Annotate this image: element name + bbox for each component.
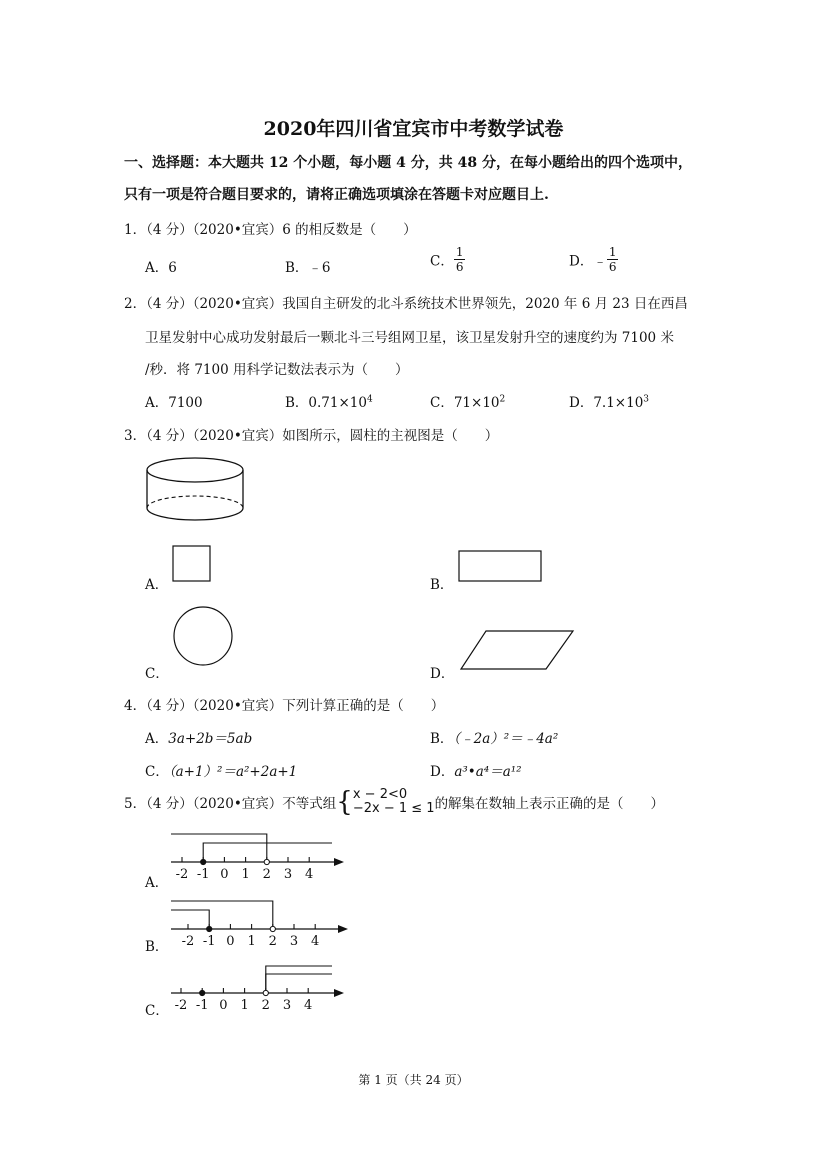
fraction-denominator: 6 bbox=[608, 260, 617, 274]
number-line-tick-label: 1 bbox=[240, 998, 249, 1013]
question-1-stem: 1．（4 分）（2020•宜宾）6 的相反数是（ ） bbox=[124, 222, 417, 238]
q1-option-c-label: C． bbox=[430, 253, 454, 270]
q4-option-a bbox=[145, 727, 252, 747]
question-2-line2: 卫星发射中心成功发射最后一颗北斗三号组网卫星，该卫星发射升空的速度约为 7100 米 bbox=[145, 330, 674, 346]
q1-option-d bbox=[569, 245, 618, 274]
q1-option-a: A．6 bbox=[145, 260, 177, 276]
question-2-line1: 2．（4 分）（2020•宜宾）我国自主研发的北斗系统技术世界领先，2020 年 6 月 23 日在西昌 bbox=[124, 296, 688, 312]
q5-number-line-b bbox=[168, 896, 352, 950]
circle-shape bbox=[174, 607, 232, 665]
q4-option-c bbox=[145, 760, 297, 780]
fraction-denominator: 6 bbox=[455, 260, 464, 274]
q4-option-c-label: C． bbox=[145, 764, 169, 780]
number-line-tick-label: 0 bbox=[226, 934, 235, 949]
q2-option-c bbox=[430, 391, 505, 411]
q2-option-c-base: C．71×10 bbox=[430, 395, 500, 411]
section-heading-line2: 只有一项是符合题目要求的，请将正确选项填涂在答题卡对应题目上. bbox=[124, 187, 549, 203]
q2-option-c-exponent: 2 bbox=[499, 394, 506, 405]
page-title: 2020年四川省宜宾市中考数学试卷 bbox=[263, 118, 564, 140]
number-line-tick-label: 3 bbox=[289, 934, 299, 949]
number-line-tick-label: 1 bbox=[247, 934, 256, 949]
fraction-numerator: 1 bbox=[608, 245, 617, 259]
brace-symbol: { bbox=[336, 786, 353, 818]
q3-option-a: A． bbox=[145, 577, 169, 593]
q2-option-b bbox=[285, 391, 373, 411]
q3-option-c: C． bbox=[145, 666, 169, 682]
number-line-tick-label: 3 bbox=[283, 867, 293, 882]
parallelogram-shape bbox=[461, 631, 573, 669]
inequality-system bbox=[353, 788, 435, 816]
number-line-arrow bbox=[334, 989, 344, 997]
q1-option-b: B．﹣6 bbox=[285, 260, 331, 276]
q2-option-d bbox=[569, 391, 649, 411]
section-heading-line1: 一、选择题：本大题共 12 个小题，每小题 4 分，共 48 分，在每小题给出的四个选项中， bbox=[124, 155, 692, 171]
cylinder-bottom-hidden-arc bbox=[147, 496, 243, 508]
cylinder-figure bbox=[140, 454, 252, 526]
q5-number-line-c bbox=[168, 960, 348, 1014]
q5-option-b: B． bbox=[145, 939, 169, 955]
cylinder-top-ellipse bbox=[147, 458, 243, 482]
q5-option-c: C． bbox=[145, 1003, 169, 1019]
hollow-endpoint bbox=[263, 990, 268, 995]
page-footer: 第 1 页（共 24 页） bbox=[358, 1073, 469, 1087]
number-line-tick-label: 0 bbox=[220, 867, 229, 882]
q1-option-c bbox=[430, 245, 465, 274]
number-line-tick-label: 4 bbox=[304, 998, 313, 1013]
q1-option-d-fraction bbox=[607, 245, 619, 274]
q2-option-d-base: D．7.1×10 bbox=[569, 395, 644, 411]
number-line-tick-label: -2 bbox=[175, 867, 189, 882]
inequality-1: x − 2<0 bbox=[352, 787, 408, 802]
cylinder-bottom-front-arc bbox=[147, 508, 243, 520]
rectangle-shape bbox=[459, 551, 541, 581]
hollow-endpoint bbox=[270, 926, 275, 931]
number-line-tick-label: -1 bbox=[202, 934, 216, 949]
q2-option-d-exponent: 3 bbox=[643, 394, 650, 405]
q3-circle-figure bbox=[172, 606, 236, 666]
q3-rectangle-figure bbox=[458, 550, 544, 583]
q5-stem-suffix: 的解集在数轴上表示正确的是（ ） bbox=[434, 796, 665, 812]
q4-option-a-label: A． bbox=[145, 731, 169, 747]
q5-option-a: A． bbox=[145, 875, 169, 891]
number-line-tick-label: 1 bbox=[241, 867, 250, 882]
solid-endpoint bbox=[201, 859, 206, 864]
q2-option-b-exponent: 4 bbox=[366, 394, 373, 405]
number-line-tick-label: -1 bbox=[195, 998, 209, 1013]
q5-stem-prefix: 5．（4 分）（2020•宜宾）不等式组 bbox=[124, 796, 337, 812]
solution-ray bbox=[171, 910, 209, 929]
number-line-arrow bbox=[334, 858, 344, 866]
number-line-tick-label: 4 bbox=[305, 867, 314, 882]
q1-option-c-fraction bbox=[454, 245, 466, 274]
question-2-line3: /秒．将 7100 用科学记数法表示为（ ） bbox=[145, 362, 409, 378]
number-line-tick-label: 2 bbox=[261, 998, 270, 1013]
q5-number-line-a bbox=[168, 826, 348, 884]
q4-option-a-expr: 3a+2b＝5ab bbox=[168, 731, 253, 747]
q3-option-b: B． bbox=[430, 577, 454, 593]
q4-option-d-label: D． bbox=[430, 764, 455, 780]
number-line-tick-label: 4 bbox=[311, 934, 320, 949]
inequality-2: −2x − 1 ≤ 1 bbox=[352, 801, 435, 816]
number-line-tick-label: -1 bbox=[196, 867, 210, 882]
fraction-numerator: 1 bbox=[455, 245, 464, 259]
solution-ray bbox=[171, 834, 267, 862]
q4-option-d bbox=[430, 760, 522, 780]
question-3-stem: 3．（4 分）（2020•宜宾）如图所示，圆柱的主视图是（ ） bbox=[124, 428, 499, 444]
q3-parallelogram-figure bbox=[458, 628, 576, 672]
square-shape bbox=[173, 546, 210, 581]
number-line-tick-label: -2 bbox=[181, 934, 195, 949]
q4-option-b-expr: （﹣2a）²＝﹣4a² bbox=[453, 731, 559, 747]
q4-option-d-expr: a³•a⁴＝a¹² bbox=[454, 764, 522, 780]
q2-option-b-base: B．0.71×10 bbox=[285, 395, 367, 411]
solution-ray bbox=[171, 901, 273, 929]
q3-square-figure bbox=[172, 545, 212, 583]
number-line-tick-label: 2 bbox=[262, 867, 271, 882]
q4-option-b-label: B． bbox=[430, 731, 454, 747]
solid-endpoint bbox=[200, 990, 205, 995]
solution-ray bbox=[266, 974, 332, 993]
solution-ray bbox=[266, 966, 332, 993]
q3-option-d: D． bbox=[430, 666, 455, 682]
q4-option-c-expr: （a+1）²＝a²+2a+1 bbox=[168, 764, 298, 780]
number-line-tick-label: 2 bbox=[268, 934, 277, 949]
q4-option-b bbox=[430, 727, 558, 747]
number-line-tick-label: 0 bbox=[219, 998, 228, 1013]
number-line-tick-label: -2 bbox=[174, 998, 188, 1013]
hollow-endpoint bbox=[264, 859, 269, 864]
number-line-tick-label: 3 bbox=[282, 998, 292, 1013]
q1-option-d-label: D．﹣ bbox=[569, 253, 607, 270]
question-4-stem: 4．（4 分）（2020•宜宾）下列计算正确的是（ ） bbox=[124, 698, 445, 714]
q2-option-a: A．7100 bbox=[145, 395, 203, 411]
solid-endpoint bbox=[207, 926, 212, 931]
question-5-stem bbox=[124, 788, 664, 816]
number-line-arrow bbox=[338, 925, 348, 933]
